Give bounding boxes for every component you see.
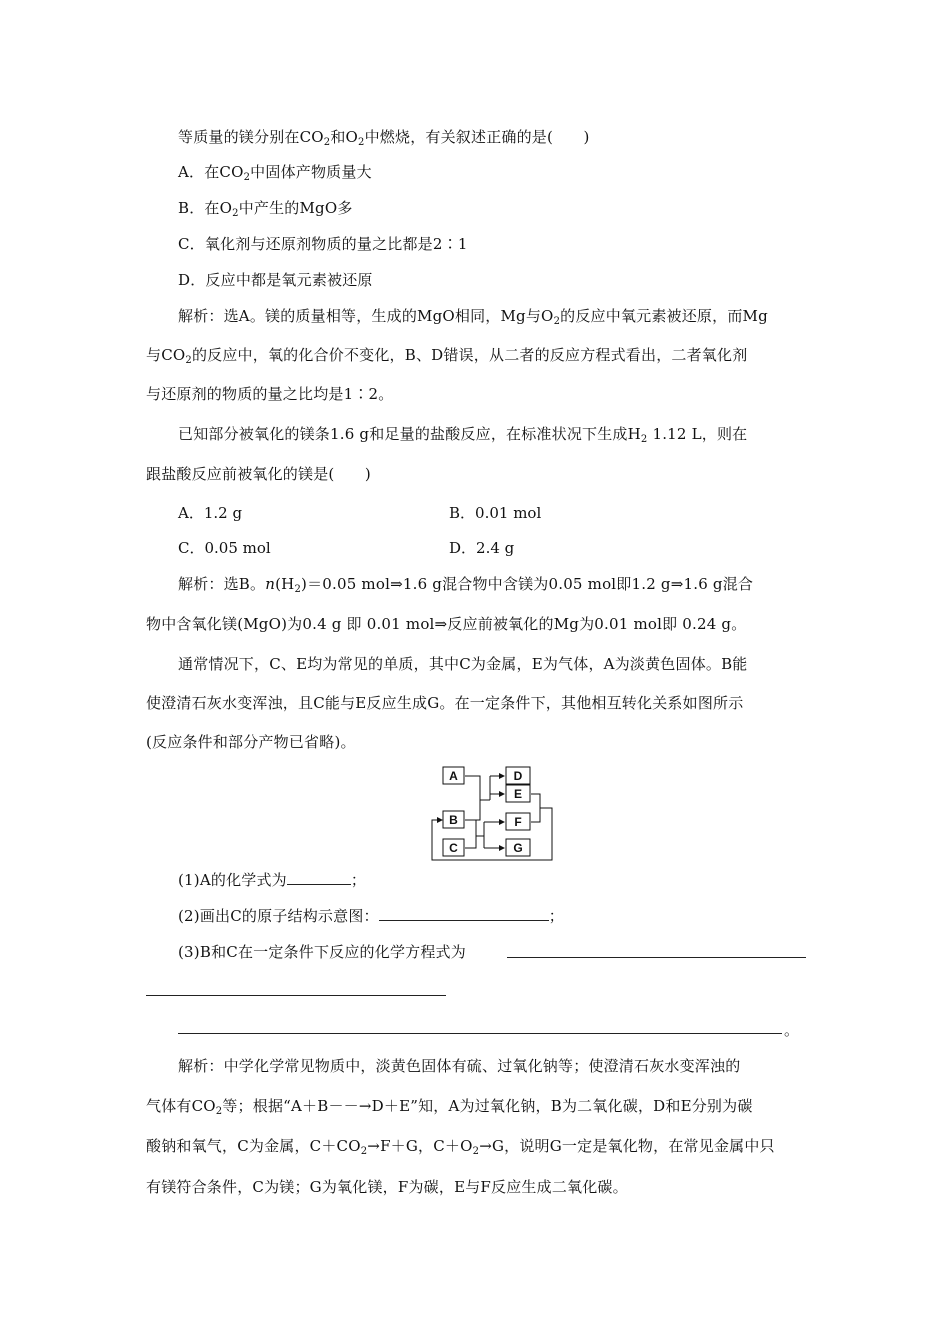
- q3-stem-line2: 使澄清石灰水变浑浊，且C能与E反应生成G。在一定条件下，其他相互转化关系如图所示: [146, 694, 744, 712]
- q2-stem-line1: 已知部分被氧化的镁条1.6 g和足量的盐酸反应，在标准状况下生成$H_2$ 1.12 L，则在: [178, 425, 748, 445]
- reaction-diagram: [428, 764, 556, 864]
- q1-answer-line2: 与$CO_2$的反应中，氧的化合价不变化，B、D错误，从二者的反应方程式看出，二者氧化剂: [146, 346, 748, 366]
- diagram-label-e: E: [513, 787, 523, 801]
- q2-option-a: A．1.2 g: [178, 504, 243, 522]
- q3-answer-line2: 气体有$CO_2$等；根据“A＋B－－→D＋E”知，A为过氧化钠，B为二氧化碳，D和E分别为碳: [146, 1097, 753, 1117]
- q2-option-d: D．2.4 g: [449, 539, 515, 557]
- q1-option-d: D．反应中都是氧元素被还原: [178, 271, 373, 289]
- diagram-label-b: B: [449, 813, 458, 827]
- q1-option-a: A．在$CO_2$中固体产物质量大: [178, 163, 372, 183]
- q1-answer-line3: 与还原剂的物质的量之比均是1∶2。: [146, 385, 394, 403]
- answer-blank-2[interactable]: [379, 906, 549, 921]
- diagram-label-g: G: [513, 841, 523, 855]
- q1-stem: 等质量的镁分别在$CO_2$和$O_2$中燃烧，有关叙述正确的是( ): [178, 128, 590, 148]
- diagram-label-c: C: [449, 841, 458, 855]
- q3-answer-line3: 酸钠和氧气，C为金属，$C+CO_2\to F+G$，$C+O_2\to G$，说明G一定是氧化物，在常见金属中只: [146, 1137, 775, 1157]
- answer-blank-3b[interactable]: [146, 995, 446, 996]
- q1-option-b: B．在$O_2$中产生的MgO多: [178, 199, 353, 219]
- diagram-label-a: A: [449, 769, 458, 783]
- q2-stem-line2: 跟盐酸反应前被氧化的镁是( ): [146, 465, 371, 483]
- q3-answer-line1: 解析：中学化学常见物质中，淡黄色固体有硫、过氧化钠等；使澄清石灰水变浑浊的: [178, 1057, 741, 1075]
- q3-stem-line3: (反应条件和部分产物已省略)。: [146, 733, 356, 751]
- q2-answer-line1: 解析：选B。$n(H_2)=0.05$ mol⇒1.6 g混合物中含镁为0.05 mol即1.2 g⇒1.6 g混合: [178, 575, 754, 595]
- q3-sub3: (3)B和C在一定条件下反应的化学方程式为: [178, 943, 466, 961]
- q2-option-c: C．0.05 mol: [178, 539, 271, 557]
- q3-sub1: (1)A的化学式为 ；: [178, 871, 367, 889]
- q3-sub3-end: 。: [784, 1021, 800, 1039]
- diagram-label-d: D: [513, 769, 523, 783]
- diagram-label-f: F: [514, 815, 522, 829]
- q3-sub2: (2)画出C的原子结构示意图： ；: [178, 907, 564, 925]
- answer-blank-3c[interactable]: [178, 1033, 782, 1034]
- q1-option-c: C．氧化剂与还原剂物质的量之比都是2∶1: [178, 235, 468, 253]
- answer-blank-3a[interactable]: [507, 957, 806, 958]
- q3-answer-line4: 有镁符合条件，C为镁；G为氧化镁，F为碳，E与F反应生成二氧化碳。: [146, 1178, 628, 1196]
- q2-option-b: B．0.01 mol: [449, 504, 542, 522]
- answer-blank-1[interactable]: [287, 870, 351, 885]
- q3-stem-line1: 通常情况下，C、E均为常见的单质，其中C为金属，E为气体，A为淡黄色固体。B能: [178, 655, 748, 673]
- q1-answer-line1: 解析：选A。镁的质量相等，生成的MgO相同，Mg与$O_2$的反应中氧元素被还原，而Mg: [178, 307, 768, 327]
- q2-answer-line2: 物中含氧化镁(MgO)为0.4 g 即 0.01 mol⇒反应前被氧化的Mg为0.01 mol即 0.24 g。: [146, 615, 747, 633]
